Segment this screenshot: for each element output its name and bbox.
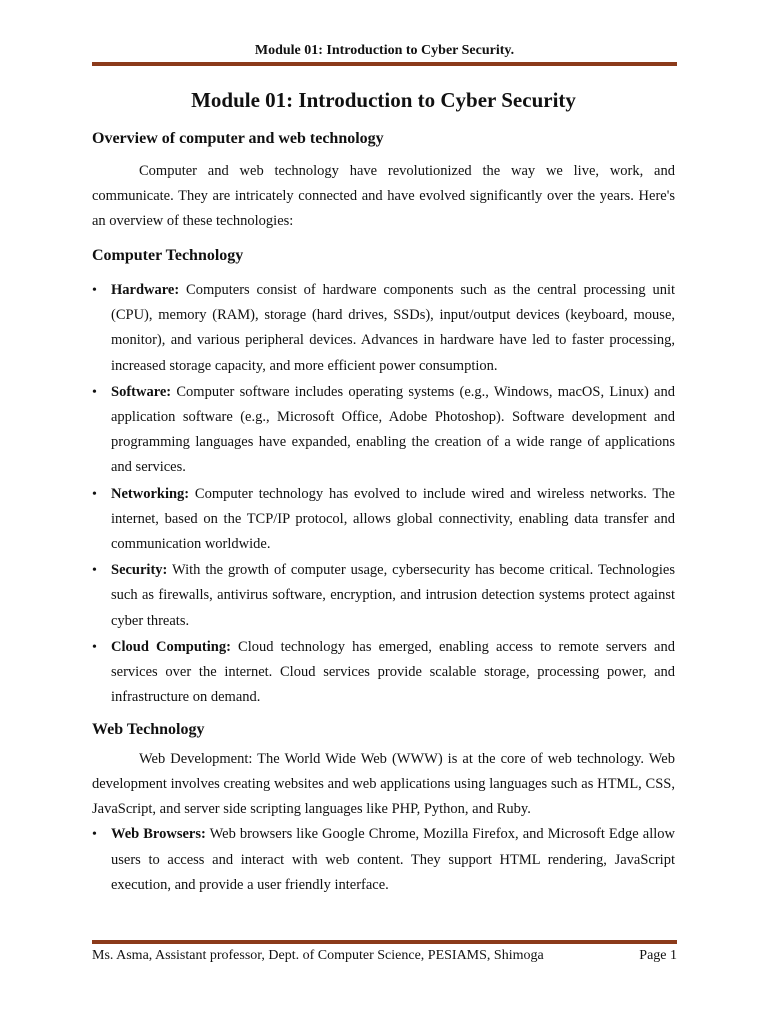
footer-author: Ms. Asma, Assistant professor, Dept. of Computer Science, PESIAMS, Shimoga: [92, 948, 544, 963]
term-networking: Networking:: [111, 485, 190, 502]
list-item-security: [92, 558, 675, 634]
text-cloud-computing: Cloud technology has emerged, enabling access to remote servers and services over the internet. Cloud services provide scalable storage, processing power, and infrastructure on demand.: [111, 638, 675, 706]
term-software: Software:: [111, 383, 172, 400]
web-technology-paragraph: Web Development: The World Wide Web (WWW) is at the core of web technology. Web development involves creating websites and web applications using languages such as HTML, CSS, JavaScript, and server side scripting languages like PHP, Python, and Ruby.: [92, 751, 675, 818]
term-web-browsers: Web Browsers:: [111, 826, 206, 843]
term-cloud-computing: Cloud Computing:: [111, 638, 231, 655]
page-number: Page 1: [639, 948, 677, 963]
text-hardware: Computers consist of hardware components such as the central processing unit (CPU), memory (RAM), storage (hard drives, SSDs), input/output devices (keyboard, mouse, monitor), and various peripheral devices. Advances in hardware have led to faster processing, increased storage capacity, and more efficient power consumption.: [111, 282, 675, 374]
term-hardware: Hardware:: [111, 282, 180, 298]
computer-technology-list: [92, 278, 675, 710]
text-web-browsers: Web browsers like Google Chrome, Mozilla Firefox, and Microsoft Edge allow users to access and interact with web content. They support HTML rendering, JavaScript execution, and provide a user friendly interface.: [111, 826, 675, 893]
text-security: With the growth of computer usage, cybersecurity has become critical. Technologies such as firewalls, antivirus software, encryption, and intrusion detection systems protect against cyber threats.: [111, 562, 675, 629]
page-title: Module 01: Introduction to Cyber Security: [191, 88, 576, 112]
page-content: [92, 86, 675, 899]
heading-web-technology: Web Technology: [92, 721, 205, 739]
bullet-icon: •: [92, 384, 97, 400]
list-item-cloud-computing: [92, 635, 675, 711]
bullet-icon: •: [92, 827, 97, 843]
text-software: Computer software includes operating systems (e.g., Windows, macOS, Linux) and application software (e.g., Microsoft Office, Adobe Photoshop). Software development and programming languages have expanded, enabling the creation of a wide range of applications and services.: [111, 383, 675, 476]
web-technology-list: [92, 822, 675, 898]
term-security: Security:: [111, 562, 168, 579]
list-item-networking: [92, 482, 675, 558]
heading-overview: Overview of computer and web technology: [92, 130, 384, 147]
bullet-icon: •: [92, 486, 97, 502]
list-item-hardware: [92, 278, 675, 379]
header-rule: [92, 62, 677, 66]
overview-paragraph: Computer and web technology have revolutionized the way we live, work, and communicate. They are intricately connected and have evolved significantly over the years. Here's an overview of these technologies:: [92, 163, 675, 229]
list-item-software: [92, 380, 675, 481]
heading-computer-technology: Computer Technology: [92, 247, 244, 264]
footer-rule: [92, 940, 677, 944]
bullet-icon: •: [92, 639, 97, 655]
bullet-icon: •: [92, 283, 97, 298]
bullet-icon: •: [92, 563, 97, 579]
text-networking: Computer technology has evolved to include wired and wireless networks. The internet, based on the TCP/IP protocol, allows global connectivity, enabling data transfer and communication worldwide.: [111, 485, 675, 553]
list-item-web-browsers: [92, 822, 675, 898]
running-header: Module 01: Introduction to Cyber Security.: [254, 43, 515, 58]
